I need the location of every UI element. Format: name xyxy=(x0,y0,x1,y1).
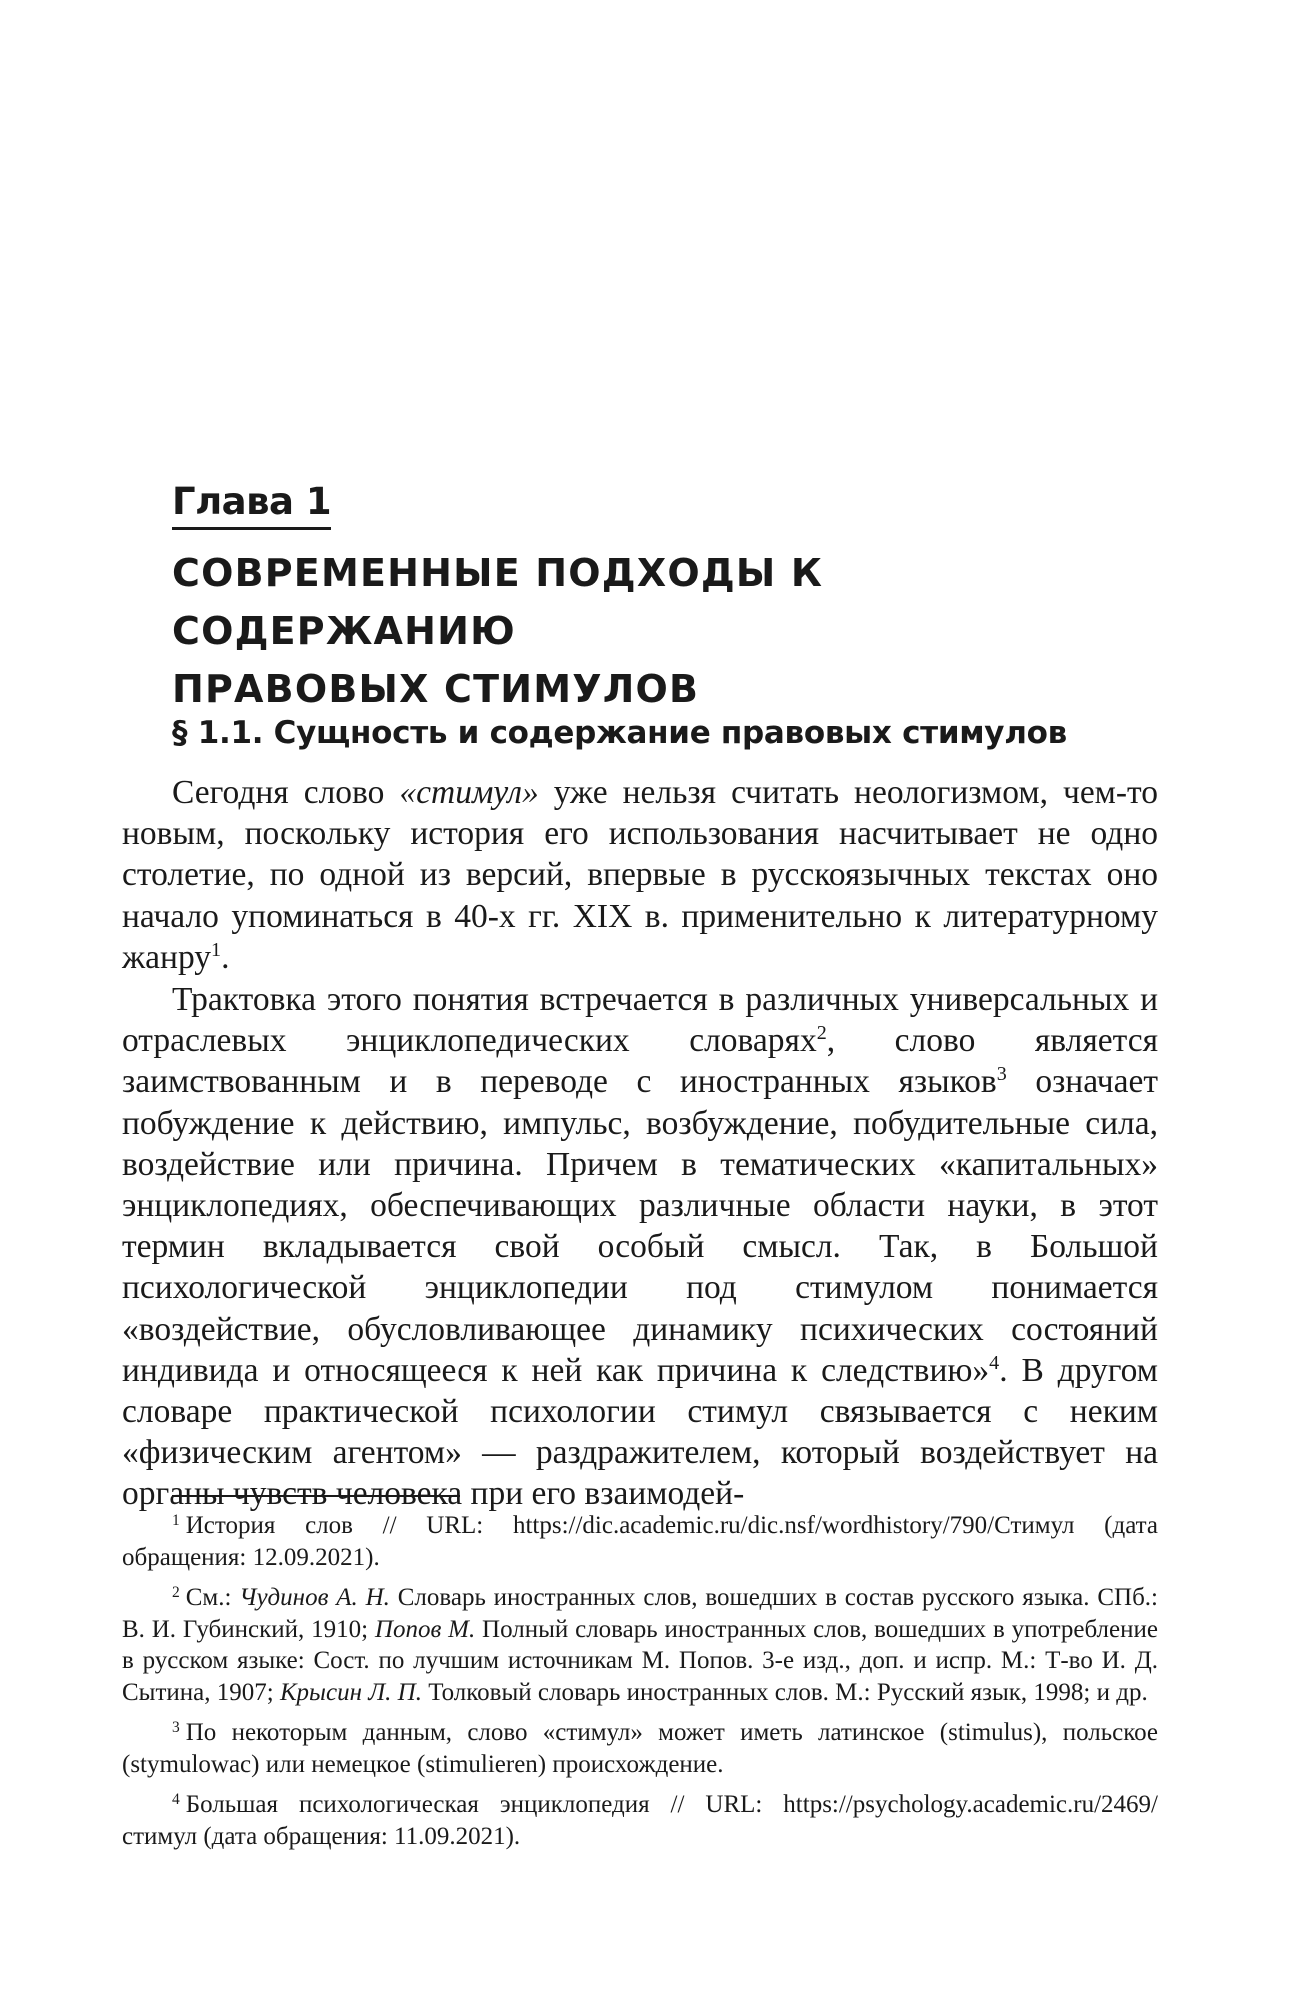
footnote-2-author-1: Чудинов А. Н. xyxy=(239,1584,390,1611)
paragraph-2-text-d: . В другом словаре практической психологии стимул связывается с неким «физическим агентом» — раздражителем, который воздействует на органы чувств человека при его взаимодей- xyxy=(122,1351,1158,1513)
footnote-ref-2: 2 xyxy=(816,1022,827,1045)
section-title: § 1.1. Сущность и содержание правовых стимулов xyxy=(172,715,1067,751)
paragraph-1-end: . xyxy=(221,938,230,976)
paragraph-2 xyxy=(122,979,1158,1515)
paragraph-2-text-c: означает побуждение к действию, импульс, возбуждение, побудительные сила, воздействие или причина. Причем в тематических «капитальных» энциклопедиях, обеспечивающих различные области науки, в этот термин вкладывается свой особый смысл. Так, в Большой психологической энциклопедии под стимулом понимается «воздействие, обусловливающее динамику психических состояний индивида и относящееся к ней как причина к следствию» xyxy=(122,1063,1158,1389)
paragraph-1 xyxy=(122,772,1158,978)
chapter-title-line-2: ПРАВОВЫХ СТИМУЛОВ xyxy=(172,667,700,711)
footnote-2-text-a: См.: xyxy=(185,1584,240,1611)
paragraph-1-text-b: уже нельзя считать неологизмом, чем-то новым, поскольку история его использования насчитывает не одно столетие, по одной из версий, впервые в русскоязычных текстах оно начало упоминаться в 40-х гг. XIX в. применительно к литературному жанру xyxy=(122,774,1158,976)
footnote-ref-4: 4 xyxy=(989,1351,1000,1374)
term-stimulus: «стимул» xyxy=(399,774,539,811)
paragraph-2-text-b: , слово является заимствованным и в переводе с иностранных языков xyxy=(122,1022,1158,1101)
footnote-separator xyxy=(172,1495,460,1497)
footnote-3-mark: 3 xyxy=(172,1719,180,1737)
footnote-3-text: По некоторым данным, слово «стимул» может иметь латинское (stimulus), польское (stymulowac) или немецкое (stimulieren) происхождение. xyxy=(122,1719,1158,1778)
chapter-title xyxy=(172,544,1172,718)
footnote-2-text-b: Словарь иностранных слов, вошедших в состав русского языка. СПб.: В. И. Губинский, 1910; xyxy=(122,1584,1158,1643)
paragraph-2-text-a: Трактовка этого понятия встречается в различных универсальных и отраслевых энциклопедических словарях xyxy=(122,981,1158,1060)
footnotes xyxy=(122,1510,1158,1861)
chapter-heading xyxy=(172,478,1172,718)
body-text xyxy=(122,772,1158,1515)
footnote-2-text-d: Толковый словарь иностранных слов. М.: Русский язык, 1998; и др. xyxy=(421,1678,1148,1706)
footnote-2 xyxy=(122,1582,1158,1708)
footnote-ref-1: 1 xyxy=(211,938,222,961)
footnote-4-mark: 4 xyxy=(172,1791,180,1809)
footnote-3 xyxy=(122,1717,1158,1780)
footnote-1-text: История слов // URL: https://dic.academic.ru/dic.nsf/wordhistory/790/Стимул (дата обращения: 12.09.2021). xyxy=(122,1512,1158,1571)
footnote-1 xyxy=(122,1510,1158,1573)
footnote-4-text: Большая психологическая энциклопедия // URL: https://psychology.academic.ru/2469/стимул (дата обращения: 11.09.2021). xyxy=(122,1791,1158,1850)
footnote-2-author-3: Крысин Л. П. xyxy=(279,1678,422,1706)
footnote-2-mark: 2 xyxy=(172,1584,180,1602)
footnote-ref-3: 3 xyxy=(996,1063,1007,1086)
footnote-1-mark: 1 xyxy=(172,1512,180,1530)
footnote-2-text-c: Полный словарь иностранных слов, вошедших в употребление в русском языке: Сост. по лучшим источникам М. Попов. 3-е изд., доп. и испр. М.: Т-во И. Д. Сытина, 1907; xyxy=(122,1615,1158,1706)
paragraph-1-text-a: Сегодня слово xyxy=(172,774,400,811)
chapter-title-line-1: СОВРЕМЕННЫЕ ПОДХОДЫ К СОДЕРЖАНИЮ xyxy=(172,551,824,653)
footnote-2-author-2: Попов М. xyxy=(374,1615,476,1643)
footnote-4 xyxy=(122,1789,1158,1852)
chapter-label: Глава 1 xyxy=(172,478,331,530)
